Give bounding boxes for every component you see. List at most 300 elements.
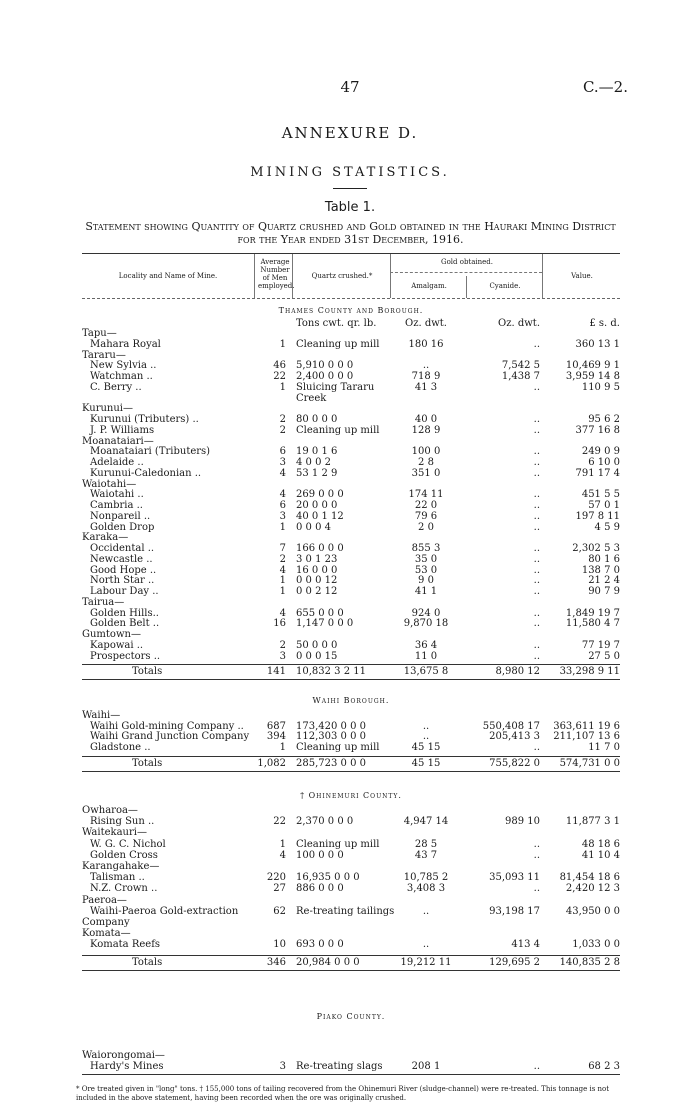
table-row — [82, 339, 620, 350]
table-row — [82, 839, 620, 850]
table-row — [82, 403, 620, 414]
cell-amalgam: 9 0 — [418, 575, 434, 587]
cell-value: 80 1 6 — [588, 553, 620, 565]
cell-cyanide: .. — [533, 639, 540, 651]
cell-locality: North Star .. — [90, 575, 155, 587]
cell-amalgam: 4,947 14 — [403, 816, 449, 828]
table-header — [82, 253, 620, 299]
totals-value: 140,835 2 8 — [559, 957, 620, 968]
cell-men: 3 — [279, 510, 286, 522]
table-row — [82, 414, 620, 425]
table-row — [82, 827, 620, 838]
cell-men: 46 — [273, 360, 286, 372]
cell-locality: Occidental .. — [90, 543, 155, 554]
col-men: Average Number of Men employed. — [258, 258, 295, 290]
cell-locality: Waiotahi .. — [90, 489, 144, 501]
table-row — [82, 500, 620, 511]
cell-quartz: 2,400 0 0 0 — [296, 371, 354, 382]
cell-locality: Waihi-Paeroa Gold-extraction — [90, 905, 239, 917]
totals-cyanide: 8,980 12 — [495, 666, 540, 677]
cell-cyanide: .. — [533, 543, 540, 554]
cell-value: 90 7 9 — [588, 586, 620, 597]
units-amalgam: Oz. dwt. — [405, 318, 447, 329]
cell-locality: Nonpareil .. — [90, 510, 151, 522]
cell-men: 394 — [266, 731, 286, 742]
cell-men: 22 — [273, 816, 286, 828]
cell-quartz: 5,910 0 0 0 — [296, 360, 354, 372]
cell-cyanide: .. — [533, 650, 540, 662]
cell-locality: Company — [82, 917, 130, 928]
cell-cyanide: 550,408 17 — [482, 720, 540, 732]
cell-cyanide: .. — [533, 618, 540, 630]
table-row — [82, 436, 620, 447]
table-row — [82, 731, 620, 742]
cell-cyanide: 93,198 17 — [489, 905, 540, 917]
cell-men: 27 — [273, 883, 286, 895]
cell-locality: N.Z. Crown .. — [90, 883, 158, 895]
cell-cyanide: .. — [533, 741, 540, 753]
cell-locality: Golden Hills.. — [90, 607, 159, 619]
cell-quartz: Re-treating slags — [296, 1061, 383, 1072]
cell-locality: Gumtown— — [82, 629, 141, 640]
cell-amalgam: .. — [422, 939, 430, 951]
cell-men: 1 — [279, 381, 286, 393]
table-row — [82, 861, 620, 872]
cell-value: 81,454 18 6 — [559, 872, 620, 884]
table-row — [82, 805, 620, 816]
cell-amalgam: 35 0 — [414, 553, 438, 565]
cell-locality: Talisman .. — [90, 872, 145, 884]
cell-value: 377 16 8 — [575, 424, 620, 436]
cell-quartz: Cleaning up mill — [296, 424, 380, 436]
cell-quartz: 2,370 0 0 0 — [296, 816, 354, 828]
table-statement: Statement showing Quantity of Quartz crushed and Gold obtained in the Hauraki Mining District for the Year ended 31st December, 1916. — [85, 220, 616, 246]
table-row — [82, 575, 620, 586]
cell-cyanide: .. — [533, 575, 540, 587]
cell-cyanide: .. — [533, 510, 540, 522]
cell-locality: Labour Day .. — [90, 586, 159, 597]
cell-locality: Kapowai .. — [90, 639, 144, 651]
cell-quartz: Cleaning up mill — [296, 338, 380, 350]
cell-locality: Kurunui (Tributers) .. — [90, 414, 199, 425]
cell-locality: Waiorongomai— — [82, 1050, 165, 1061]
section-heading: Waihi Borough. — [312, 696, 390, 705]
cell-value: 1,033 0 0 — [572, 939, 620, 951]
cell-amalgam: 180 16 — [408, 338, 444, 350]
cell-cyanide: 35,093 11 — [489, 872, 540, 884]
table-row — [82, 489, 620, 500]
cell-value: 110 9 5 — [581, 381, 620, 393]
table-row — [82, 479, 620, 490]
cell-cyanide: 413 4 — [511, 939, 540, 951]
table-row — [82, 651, 620, 662]
cell-amalgam: 40 0 — [414, 414, 438, 425]
cell-locality: Komata— — [82, 928, 131, 940]
cell-locality: Prospectors .. — [90, 650, 161, 662]
cell-value: 451 5 5 — [581, 489, 620, 501]
cell-men: 10 — [273, 939, 286, 951]
cell-locality: Tararu— — [82, 349, 126, 361]
units-cyanide: Oz. dwt. — [498, 318, 540, 329]
cell-cyanide: .. — [533, 838, 540, 850]
cell-value: 360 13 1 — [575, 338, 620, 350]
annexure-title: ANNEXURE D. — [281, 124, 419, 142]
cell-value: 10,469 9 1 — [565, 360, 620, 372]
cell-amalgam: .. — [422, 360, 430, 372]
totals-amalgam: 19,212 11 — [400, 957, 452, 968]
cell-locality: Waitekauri— — [82, 827, 147, 839]
cell-locality: Tairua— — [82, 596, 125, 608]
table-row — [82, 371, 620, 382]
cell-value: 43,950 0 0 — [565, 905, 620, 917]
cell-amalgam: .. — [422, 905, 430, 917]
cell-men: 4 — [279, 564, 286, 576]
cell-cyanide: .. — [533, 414, 540, 425]
totals-men: 1,082 — [257, 758, 286, 769]
cell-quartz: 655 0 0 0 — [296, 607, 344, 619]
cell-value: 197 8 11 — [575, 510, 620, 522]
cell-men: 1 — [279, 338, 286, 350]
totals-quartz: 285,723 0 0 0 — [296, 758, 366, 769]
table-row — [82, 328, 620, 339]
cell-quartz: 3 0 1 23 — [296, 553, 338, 565]
waihi-totals — [82, 756, 620, 772]
cell-men: 2 — [279, 553, 286, 565]
cell-quartz: 0 0 0 4 — [296, 521, 331, 533]
cell-cyanide: .. — [533, 607, 540, 619]
cell-men: 220 — [266, 872, 286, 884]
cell-locality: Newcastle .. — [90, 553, 153, 565]
cell-cyanide: .. — [533, 564, 540, 576]
cell-quartz: 0 0 0 15 — [296, 650, 338, 662]
cell-men: 3 — [279, 650, 286, 662]
table-row — [82, 917, 620, 928]
cell-quartz: 0 0 0 12 — [296, 575, 338, 587]
cell-cyanide: .. — [533, 553, 540, 565]
cell-quartz: 80 0 0 0 — [296, 414, 338, 425]
cell-men: 6 — [279, 446, 286, 458]
totals-men: 346 — [266, 957, 286, 968]
cell-cyanide: 989 10 — [505, 816, 540, 828]
table-row — [82, 511, 620, 522]
cell-men: 6 — [279, 500, 286, 511]
cell-men: 1 — [279, 838, 286, 850]
cell-amalgam: .. — [422, 731, 430, 742]
section-heading: Thames County and Borough. — [278, 306, 424, 315]
cell-amalgam: 11 0 — [414, 650, 438, 662]
cell-men: 4 — [279, 849, 286, 861]
cell-men: 22 — [273, 371, 286, 382]
cell-cyanide: .. — [533, 586, 540, 597]
totals-value: 33,298 9 11 — [559, 666, 620, 677]
cell-locality: Golden Drop — [90, 521, 155, 533]
header-divider — [390, 254, 391, 298]
totals-label: Totals — [132, 758, 163, 769]
cell-men: 1 — [279, 575, 286, 587]
cell-value: 11 7 0 — [588, 741, 620, 753]
col-amalgam: Amalgam. — [411, 282, 447, 290]
cell-locality: New Sylvia .. — [90, 360, 157, 372]
cell-locality: Kurunui— — [82, 403, 133, 415]
table-row — [82, 522, 620, 533]
cell-quartz: 20 0 0 0 — [296, 500, 338, 511]
cell-locality: Moanataiari (Tributers) — [90, 446, 211, 458]
cell-value: 211,107 13 6 — [553, 731, 620, 742]
cell-locality: C. Berry .. — [90, 381, 142, 393]
cell-quartz: 16 0 0 0 — [296, 564, 338, 576]
cell-locality: Rising Sun .. — [90, 816, 155, 828]
cell-value: 95 6 2 — [588, 414, 620, 425]
cell-quartz: 173,420 0 0 0 — [296, 720, 366, 732]
table-row — [82, 586, 620, 597]
totals-label: Totals — [132, 957, 163, 968]
section-title: MINING STATISTICS. — [250, 165, 450, 180]
table-row — [82, 742, 620, 753]
cell-locality: Golden Belt .. — [90, 618, 160, 630]
section-heading: † Ohinemuri County. — [300, 791, 402, 800]
cell-locality: J. P. Williams — [90, 424, 155, 436]
cell-locality: Golden Cross — [90, 849, 158, 861]
cell-cyanide: .. — [533, 883, 540, 895]
cell-value: 48 18 6 — [581, 838, 620, 850]
cell-amalgam: 208 1 — [411, 1061, 441, 1072]
table-row — [82, 710, 620, 721]
table-row — [82, 425, 620, 436]
cell-amalgam: 174 11 — [408, 489, 444, 501]
cell-value: 3,959 14 8 — [565, 371, 620, 382]
cell-men: 3 — [279, 1061, 286, 1072]
cell-amalgam: 45 15 — [411, 741, 441, 753]
cell-cyanide: .. — [533, 489, 540, 501]
cell-locality: Good Hope .. — [90, 564, 157, 576]
cell-quartz: 19 0 1 6 — [296, 446, 338, 458]
cell-amalgam: 855 3 — [411, 543, 441, 554]
cell-quartz: 0 0 2 12 — [296, 586, 338, 597]
cell-amalgam: 2 8 — [418, 457, 434, 468]
table-row — [82, 629, 620, 640]
gold-subheader-rule — [390, 272, 542, 273]
cell-men: 4 — [279, 489, 286, 501]
cell-amalgam: 128 9 — [411, 424, 441, 436]
totals-quartz: 20,984 0 0 0 — [296, 957, 360, 968]
table-row — [82, 906, 620, 917]
cell-locality: Moanataiari— — [82, 435, 154, 447]
header-divider — [292, 254, 293, 298]
units-value: £ s. d. — [589, 318, 620, 329]
totals-amalgam: 45 15 — [411, 758, 441, 769]
table-row — [82, 468, 620, 479]
col-cyanide: Cyanide. — [489, 282, 521, 290]
cell-quartz: Cleaning up mill — [296, 838, 380, 850]
cell-men: 7 — [279, 543, 286, 554]
cell-locality: Gladstone .. — [90, 741, 151, 753]
units-quartz: Tons cwt. qr. lb. — [296, 318, 377, 329]
cell-quartz: 53 1 2 9 — [296, 467, 338, 479]
page-reference: C.—2. — [582, 78, 628, 96]
cell-locality: Tapu— — [82, 328, 117, 339]
cell-amalgam: 22 0 — [414, 500, 438, 511]
cell-locality: Karaka— — [82, 532, 129, 544]
cell-cyanide: .. — [533, 381, 540, 393]
cell-value: 2,420 12 3 — [565, 883, 620, 895]
table-row — [82, 457, 620, 468]
totals-amalgam: 13,675 8 — [403, 666, 449, 677]
cell-amalgam: 41 1 — [414, 586, 438, 597]
cell-value: 2,302 5 3 — [572, 543, 620, 554]
cell-quartz: 16,935 0 0 0 — [296, 872, 360, 884]
col-value: Value. — [571, 272, 593, 280]
cell-amalgam: 9,870 18 — [403, 618, 449, 630]
cell-quartz: 166 0 0 0 — [296, 543, 344, 554]
cell-amalgam: 10,785 2 — [403, 872, 449, 884]
cell-amalgam: 351 0 — [411, 467, 441, 479]
table-bottom-rule — [82, 1074, 620, 1075]
cell-amalgam: 43 7 — [414, 849, 438, 861]
table-row — [82, 1050, 620, 1061]
table-row — [82, 816, 620, 827]
table-row — [82, 360, 620, 371]
totals-quartz: 10,832 3 2 11 — [296, 666, 366, 677]
cell-cyanide: 205,413 3 — [489, 731, 540, 742]
table-row — [82, 928, 620, 939]
col-gold-obtained: Gold obtained. — [440, 258, 494, 266]
table-row — [82, 618, 620, 629]
cell-locality: Kurunui-Caledonian .. — [90, 467, 202, 479]
title-rule — [333, 188, 367, 189]
table-row — [82, 608, 620, 619]
table-row — [82, 939, 620, 950]
cell-men: 687 — [266, 720, 286, 732]
cell-locality: Hardy's Mines — [90, 1061, 164, 1072]
cell-value: 249 0 9 — [581, 446, 620, 458]
table-row — [82, 565, 620, 576]
cell-value: 68 2 3 — [588, 1061, 620, 1072]
page-number: 47 — [340, 78, 360, 96]
table-row — [82, 393, 620, 404]
cell-cyanide: 7,542 5 — [501, 360, 540, 372]
totals-value: 574,731 0 0 — [559, 758, 620, 769]
cell-cyanide: .. — [533, 500, 540, 511]
cell-amalgam: 924 0 — [411, 607, 441, 619]
table-row — [82, 1061, 620, 1072]
totals-label: Totals — [132, 666, 163, 677]
cell-value: 138 7 0 — [581, 564, 620, 576]
table-row — [82, 883, 620, 894]
table-row — [82, 850, 620, 861]
cell-cyanide: .. — [533, 467, 540, 479]
thames-totals — [82, 664, 620, 680]
cell-value: 6 10 0 — [588, 457, 620, 468]
table-row — [82, 640, 620, 651]
totals-cyanide: 129,695 2 — [489, 957, 540, 968]
cell-amalgam: 100 0 — [411, 446, 441, 458]
cell-quartz: 112,303 0 0 0 — [296, 731, 366, 742]
section-heading: Piako County. — [316, 1012, 386, 1021]
cell-locality: Paeroa— — [82, 894, 127, 906]
table-row — [82, 872, 620, 883]
cell-locality: Watchman .. — [90, 371, 153, 382]
cell-locality: Waihi— — [82, 710, 121, 721]
header-divider — [542, 254, 543, 298]
cell-quartz: 269 0 0 0 — [296, 489, 344, 501]
cell-quartz: 4 0 0 2 — [296, 457, 331, 468]
col-quartz: Quartz crushed.* — [311, 272, 373, 280]
cell-value: 77 19 7 — [581, 639, 620, 651]
cell-value: 41 10 4 — [581, 849, 620, 861]
table-row — [82, 721, 620, 732]
col-locality: Locality and Name of Mine. — [118, 272, 218, 280]
cell-quartz: Re-treating tailings — [296, 905, 395, 917]
cell-men: 1 — [279, 741, 286, 753]
cell-quartz: Cleaning up mill — [296, 741, 380, 753]
header-divider — [466, 276, 467, 298]
cell-locality: Waihi Gold-mining Company .. — [90, 720, 244, 732]
cell-value: 57 0 1 — [588, 500, 620, 511]
cell-quartz: 693 0 0 0 — [296, 939, 344, 951]
cell-cyanide: .. — [533, 521, 540, 533]
table-row — [82, 597, 620, 608]
cell-men: 2 — [279, 639, 286, 651]
cell-amalgam: 718 9 — [411, 371, 441, 382]
cell-value: 21 2 4 — [588, 575, 620, 587]
cell-men: 4 — [279, 607, 286, 619]
cell-value: 791 17 4 — [575, 467, 620, 479]
footnote: * Ore treated given in "long" tons. † 155,000 tons of tailing recovered from the Ohinemuri River (sludge-channel) were re-treated. This tonnage is not included in the above statement, having been recorded when the ore was originally crushed. — [76, 1085, 610, 1102]
cell-men: 3 — [279, 457, 286, 468]
cell-cyanide: .. — [533, 849, 540, 861]
cell-value: 27 5 0 — [588, 650, 620, 662]
cell-quartz: Sluicing Tararu — [296, 381, 375, 393]
cell-locality: Adelaide .. — [90, 457, 144, 468]
cell-men: 62 — [273, 905, 286, 917]
cell-value: 11,580 4 7 — [565, 618, 620, 630]
cell-locality: Waiotahi— — [82, 478, 137, 490]
cell-cyanide: .. — [533, 424, 540, 436]
cell-men: 2 — [279, 414, 286, 425]
cell-locality: Cambria .. — [90, 500, 143, 511]
cell-quartz: 40 0 1 12 — [296, 510, 344, 522]
table-row — [82, 554, 620, 565]
cell-cyanide: .. — [533, 338, 540, 350]
cell-cyanide: .. — [533, 457, 540, 468]
cell-quartz: 1,147 0 0 0 — [296, 618, 354, 630]
cell-men: 2 — [279, 424, 286, 436]
table-row — [82, 350, 620, 361]
cell-men: 16 — [273, 618, 286, 630]
table-row — [82, 446, 620, 457]
cell-men: 4 — [279, 467, 286, 479]
cell-amalgam: 2 0 — [418, 521, 434, 533]
ohinemuri-totals — [82, 955, 620, 971]
cell-men: 1 — [279, 521, 286, 533]
table-row — [82, 543, 620, 554]
cell-locality: W. G. C. Nichol — [90, 838, 166, 850]
totals-men: 141 — [266, 666, 286, 677]
cell-locality: Waihi Grand Junction Company — [90, 731, 250, 742]
cell-amalgam: .. — [422, 720, 430, 732]
cell-quartz: 886 0 0 0 — [296, 883, 344, 895]
cell-value: 11,877 3 1 — [565, 816, 620, 828]
table-label: Table 1. — [324, 200, 376, 215]
table-row — [82, 382, 620, 393]
cell-cyanide: .. — [533, 446, 540, 458]
cell-quartz: 100 0 0 0 — [296, 849, 344, 861]
cell-locality: Komata Reefs — [90, 939, 161, 951]
table-row — [82, 895, 620, 906]
cell-cyanide: .. — [533, 1061, 540, 1072]
cell-value: 1,849 19 7 — [565, 607, 620, 619]
cell-amalgam: 53 0 — [414, 564, 438, 576]
